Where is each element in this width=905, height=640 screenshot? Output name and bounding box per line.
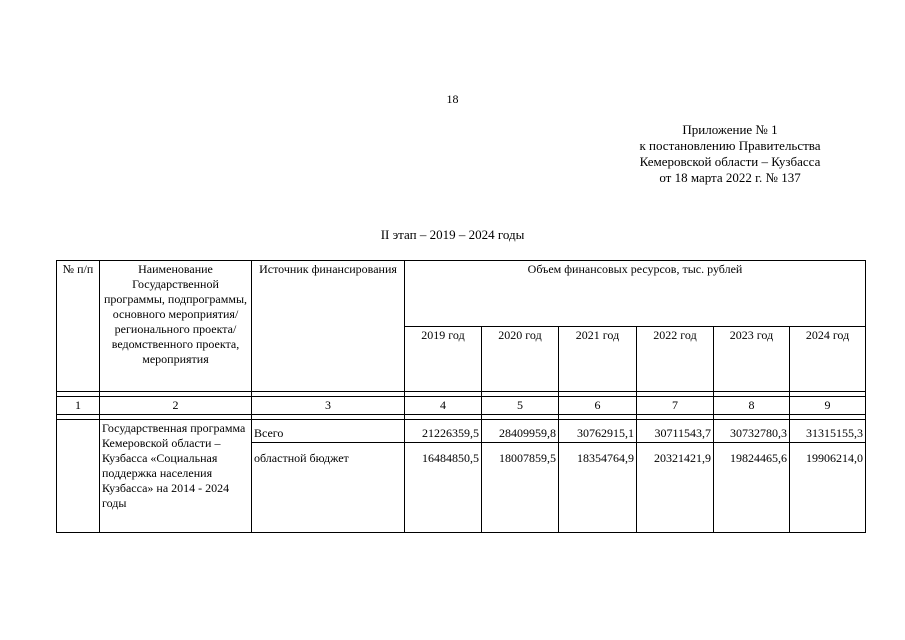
header-year: 2019 год — [405, 326, 482, 392]
value-cell: 20321421,9 — [637, 443, 714, 533]
value-cell: 19906214,0 — [790, 443, 866, 533]
header-name: Наименование Государственной программы, подпрограммы, основного мероприятия/регионального проекта/ ведомственного проекта, мероприятия — [100, 261, 252, 392]
value-cell: 21226359,5 — [405, 420, 482, 443]
value-cell: 19824465,6 — [714, 443, 790, 533]
header-year: 2021 год — [559, 326, 637, 392]
column-number-row — [57, 397, 866, 415]
value-cell: 31315155,3 — [790, 420, 866, 443]
column-number: 5 — [482, 397, 559, 415]
column-number: 8 — [714, 397, 790, 415]
header-year: 2024 год — [790, 326, 866, 392]
column-number: 1 — [57, 397, 100, 415]
source-total: Всего — [252, 420, 405, 443]
appendix-date: от 18 марта 2022 г. № 137 — [659, 170, 801, 185]
column-number: 6 — [559, 397, 637, 415]
header-row-1 — [57, 261, 866, 327]
header-volume: Объем финансовых ресурсов, тыс. рублей — [405, 261, 866, 327]
appendix-title: Приложение № 1 — [682, 122, 778, 137]
table-row — [57, 420, 866, 443]
value-cell: 28409959,8 — [482, 420, 559, 443]
header-year: 2023 год — [714, 326, 790, 392]
column-number: 7 — [637, 397, 714, 415]
stage-title: II этап – 2019 – 2024 годы — [380, 227, 525, 242]
value-cell: 30711543,7 — [637, 420, 714, 443]
column-number: 4 — [405, 397, 482, 415]
column-number: 2 — [100, 397, 252, 415]
appendix-block — [600, 122, 860, 186]
source-regional: областной бюджет — [252, 443, 405, 533]
header-source: Источник финансирования — [252, 261, 405, 392]
value-cell: 18007859,5 — [482, 443, 559, 533]
appendix-region: Кемеровской области – Кузбасса — [639, 154, 821, 169]
value-cell: 30732780,3 — [714, 420, 790, 443]
column-number: 3 — [252, 397, 405, 415]
header-year: 2020 год — [482, 326, 559, 392]
program-name: Государственная программа Кемеровской области – Кузбасса «Социальная поддержка населения Кузбасса» на 2014 - 2024 годы — [100, 420, 252, 533]
header-year: 2022 год — [637, 326, 714, 392]
header-no: № п/п — [57, 261, 100, 392]
column-number: 9 — [790, 397, 866, 415]
value-cell: 30762915,1 — [559, 420, 637, 443]
value-cell: 18354764,9 — [559, 443, 637, 533]
page-number: 18 — [446, 92, 459, 106]
row-number-cell — [57, 420, 100, 533]
financing-table — [56, 260, 866, 533]
appendix-resolution: к постановлению Правительства — [639, 138, 821, 153]
value-cell: 16484850,5 — [405, 443, 482, 533]
